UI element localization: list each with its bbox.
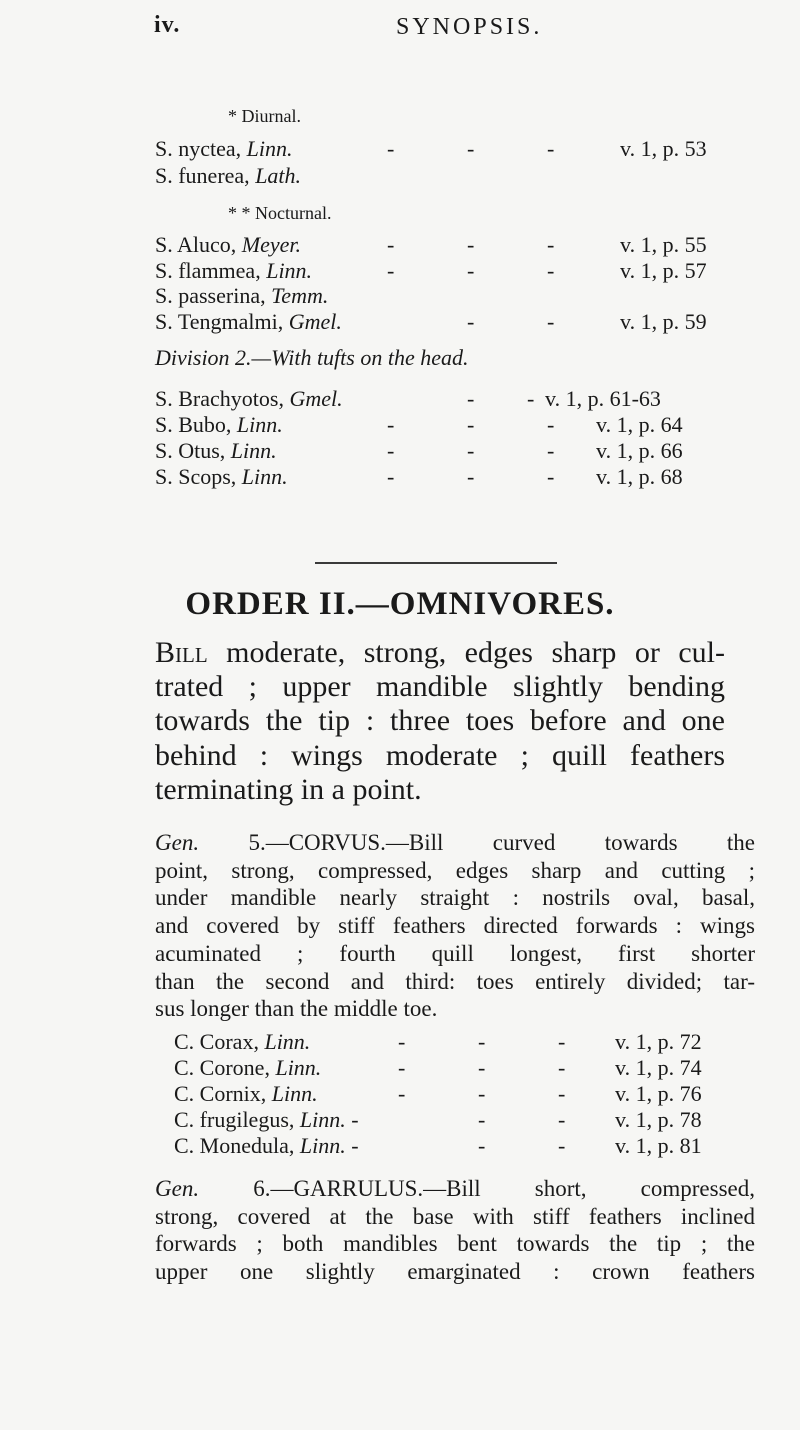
- leader-dash: -: [387, 438, 395, 463]
- leader-dash: -: [478, 1133, 486, 1158]
- order-line: trated ; upper mandible slightly bending: [155, 670, 725, 704]
- species-name: S. Otus, Linn.: [155, 438, 277, 463]
- genus-description-corvus: [155, 829, 755, 1023]
- leader-dash: -: [547, 412, 555, 437]
- paragraph-line: sus longer than the middle toe.: [155, 996, 438, 1022]
- species-name: S. flammea, Linn.: [155, 258, 313, 283]
- leader-dash: -: [478, 1055, 486, 1080]
- leader-dash: -: [467, 136, 475, 161]
- paragraph-line: and covered by stiff feathers directed forwards : wings: [155, 913, 755, 939]
- leader-dash: -: [387, 412, 395, 437]
- paragraph-line: acuminated ; fourth quill longest, first shorter: [155, 940, 755, 966]
- section-rule: [315, 562, 557, 564]
- volume-page-ref: v. 1, p. 64: [596, 412, 683, 437]
- paragraph-line: Gen. 5.—CORVUS.—Bill curved towards the: [155, 830, 755, 855]
- leader-dash: -: [547, 464, 555, 489]
- division-heading: Division 2.—With tufts on the head.: [155, 345, 469, 370]
- leader-dash: -: [467, 309, 475, 334]
- leader-dash: -: [558, 1029, 566, 1054]
- paragraph-line: than the second and third: toes entirely divided; tar-: [155, 968, 755, 994]
- species-name: S. Aluco, Meyer.: [155, 232, 302, 257]
- volume-page-ref: v. 1, p. 76: [615, 1081, 702, 1106]
- species-name: S. Brachyotos, Gmel.: [155, 386, 343, 411]
- leader-dash: -: [467, 386, 475, 411]
- leader-dash: -: [467, 232, 475, 257]
- volume-page-ref: v. 1, p. 61-63: [545, 386, 661, 411]
- genus-label: Gen.: [155, 1176, 200, 1201]
- species-name: C. Corone, Linn.: [174, 1055, 322, 1080]
- species-name: S. nyctea, Linn.: [155, 136, 293, 161]
- order-line: terminating in a point.: [155, 772, 422, 806]
- page-number: iv.: [154, 12, 181, 38]
- species-name: S. Scops, Linn.: [155, 464, 288, 489]
- leader-dash: -: [387, 232, 395, 257]
- leader-dash: -: [547, 258, 555, 283]
- leader-dash: -: [387, 136, 395, 161]
- species-name: C. Cornix, Linn.: [174, 1081, 318, 1106]
- leader-dash: -: [387, 258, 395, 283]
- species-name: C. Corax, Linn.: [174, 1029, 311, 1054]
- species-name: C. Monedula, Linn. -: [174, 1133, 359, 1158]
- volume-page-ref: v. 1, p. 72: [615, 1029, 702, 1054]
- leader-dash: -: [467, 464, 475, 489]
- volume-page-ref: v. 1, p. 53: [620, 136, 707, 161]
- leader-dash: -: [398, 1081, 406, 1106]
- species-name: S. Tengmalmi, Gmel.: [155, 309, 342, 334]
- nocturnal-heading: * * Nocturnal.: [228, 203, 332, 223]
- leader-dash: -: [478, 1107, 486, 1132]
- leader-dash: -: [398, 1055, 406, 1080]
- leader-dash: -: [558, 1107, 566, 1132]
- paragraph-line: forwards ; both mandibles bent towards the tip ; the: [155, 1231, 755, 1257]
- species-name: C. frugilegus, Linn. -: [174, 1107, 359, 1132]
- volume-page-ref: v. 1, p. 78: [615, 1107, 702, 1132]
- diurnal-heading: * Diurnal.: [228, 106, 301, 126]
- volume-page-ref: v. 1, p. 57: [620, 258, 707, 283]
- order-title: ORDER II.—OMNIVORES.: [185, 586, 615, 622]
- species-name: S. Bubo, Linn.: [155, 412, 283, 437]
- lead-word: Bill: [155, 636, 208, 669]
- leader-dash: -: [467, 438, 475, 463]
- volume-page-ref: v. 1, p. 66: [596, 438, 683, 463]
- leader-dash: -: [547, 438, 555, 463]
- leader-dash: -: [547, 136, 555, 161]
- leader-dash: -: [478, 1029, 486, 1054]
- leader-dash: -: [558, 1081, 566, 1106]
- paragraph-line: strong, covered at the base with stiff feathers inclined: [155, 1203, 755, 1229]
- running-title: SYNOPSIS.: [396, 14, 543, 40]
- leader-dash: -: [467, 412, 475, 437]
- volume-page-ref: v. 1, p. 74: [615, 1055, 702, 1080]
- volume-page-ref: v. 1, p. 59: [620, 309, 707, 334]
- leader-dash: -: [467, 258, 475, 283]
- paragraph-line: upper one slightly emarginated : crown feathers: [155, 1259, 755, 1285]
- leader-dash: -: [478, 1081, 486, 1106]
- paragraph-line: Gen. 6.—GARRULUS.—Bill short, compressed,: [155, 1176, 755, 1201]
- leader-dash: -: [387, 464, 395, 489]
- leader-dash: -: [558, 1133, 566, 1158]
- species-name: S. funerea, Lath.: [155, 163, 302, 188]
- genus-description-garrulus: [155, 1175, 755, 1286]
- order-description: [155, 636, 725, 807]
- volume-page-ref: v. 1, p. 55: [620, 232, 707, 257]
- leader-dash: -: [398, 1029, 406, 1054]
- paragraph-line: point, strong, compressed, edges sharp and cutting ;: [155, 857, 755, 883]
- species-name: S. passerina, Temm.: [155, 283, 329, 308]
- leader-dash: -: [558, 1055, 566, 1080]
- leader-dash: -: [547, 232, 555, 257]
- leader-dash: -: [527, 386, 535, 411]
- volume-page-ref: v. 1, p. 81: [615, 1133, 702, 1158]
- paragraph-line: under mandible nearly straight : nostrils oval, basal,: [155, 885, 755, 911]
- genus-label: Gen.: [155, 830, 200, 855]
- leader-dash: -: [547, 309, 555, 334]
- running-head: [0, 12, 800, 52]
- volume-page-ref: v. 1, p. 68: [596, 464, 683, 489]
- order-line: Bill moderate, strong, edges sharp or cul-: [155, 636, 725, 669]
- order-line: towards the tip : three toes before and one: [155, 704, 725, 738]
- order-line: behind : wings moderate ; quill feathers: [155, 738, 725, 772]
